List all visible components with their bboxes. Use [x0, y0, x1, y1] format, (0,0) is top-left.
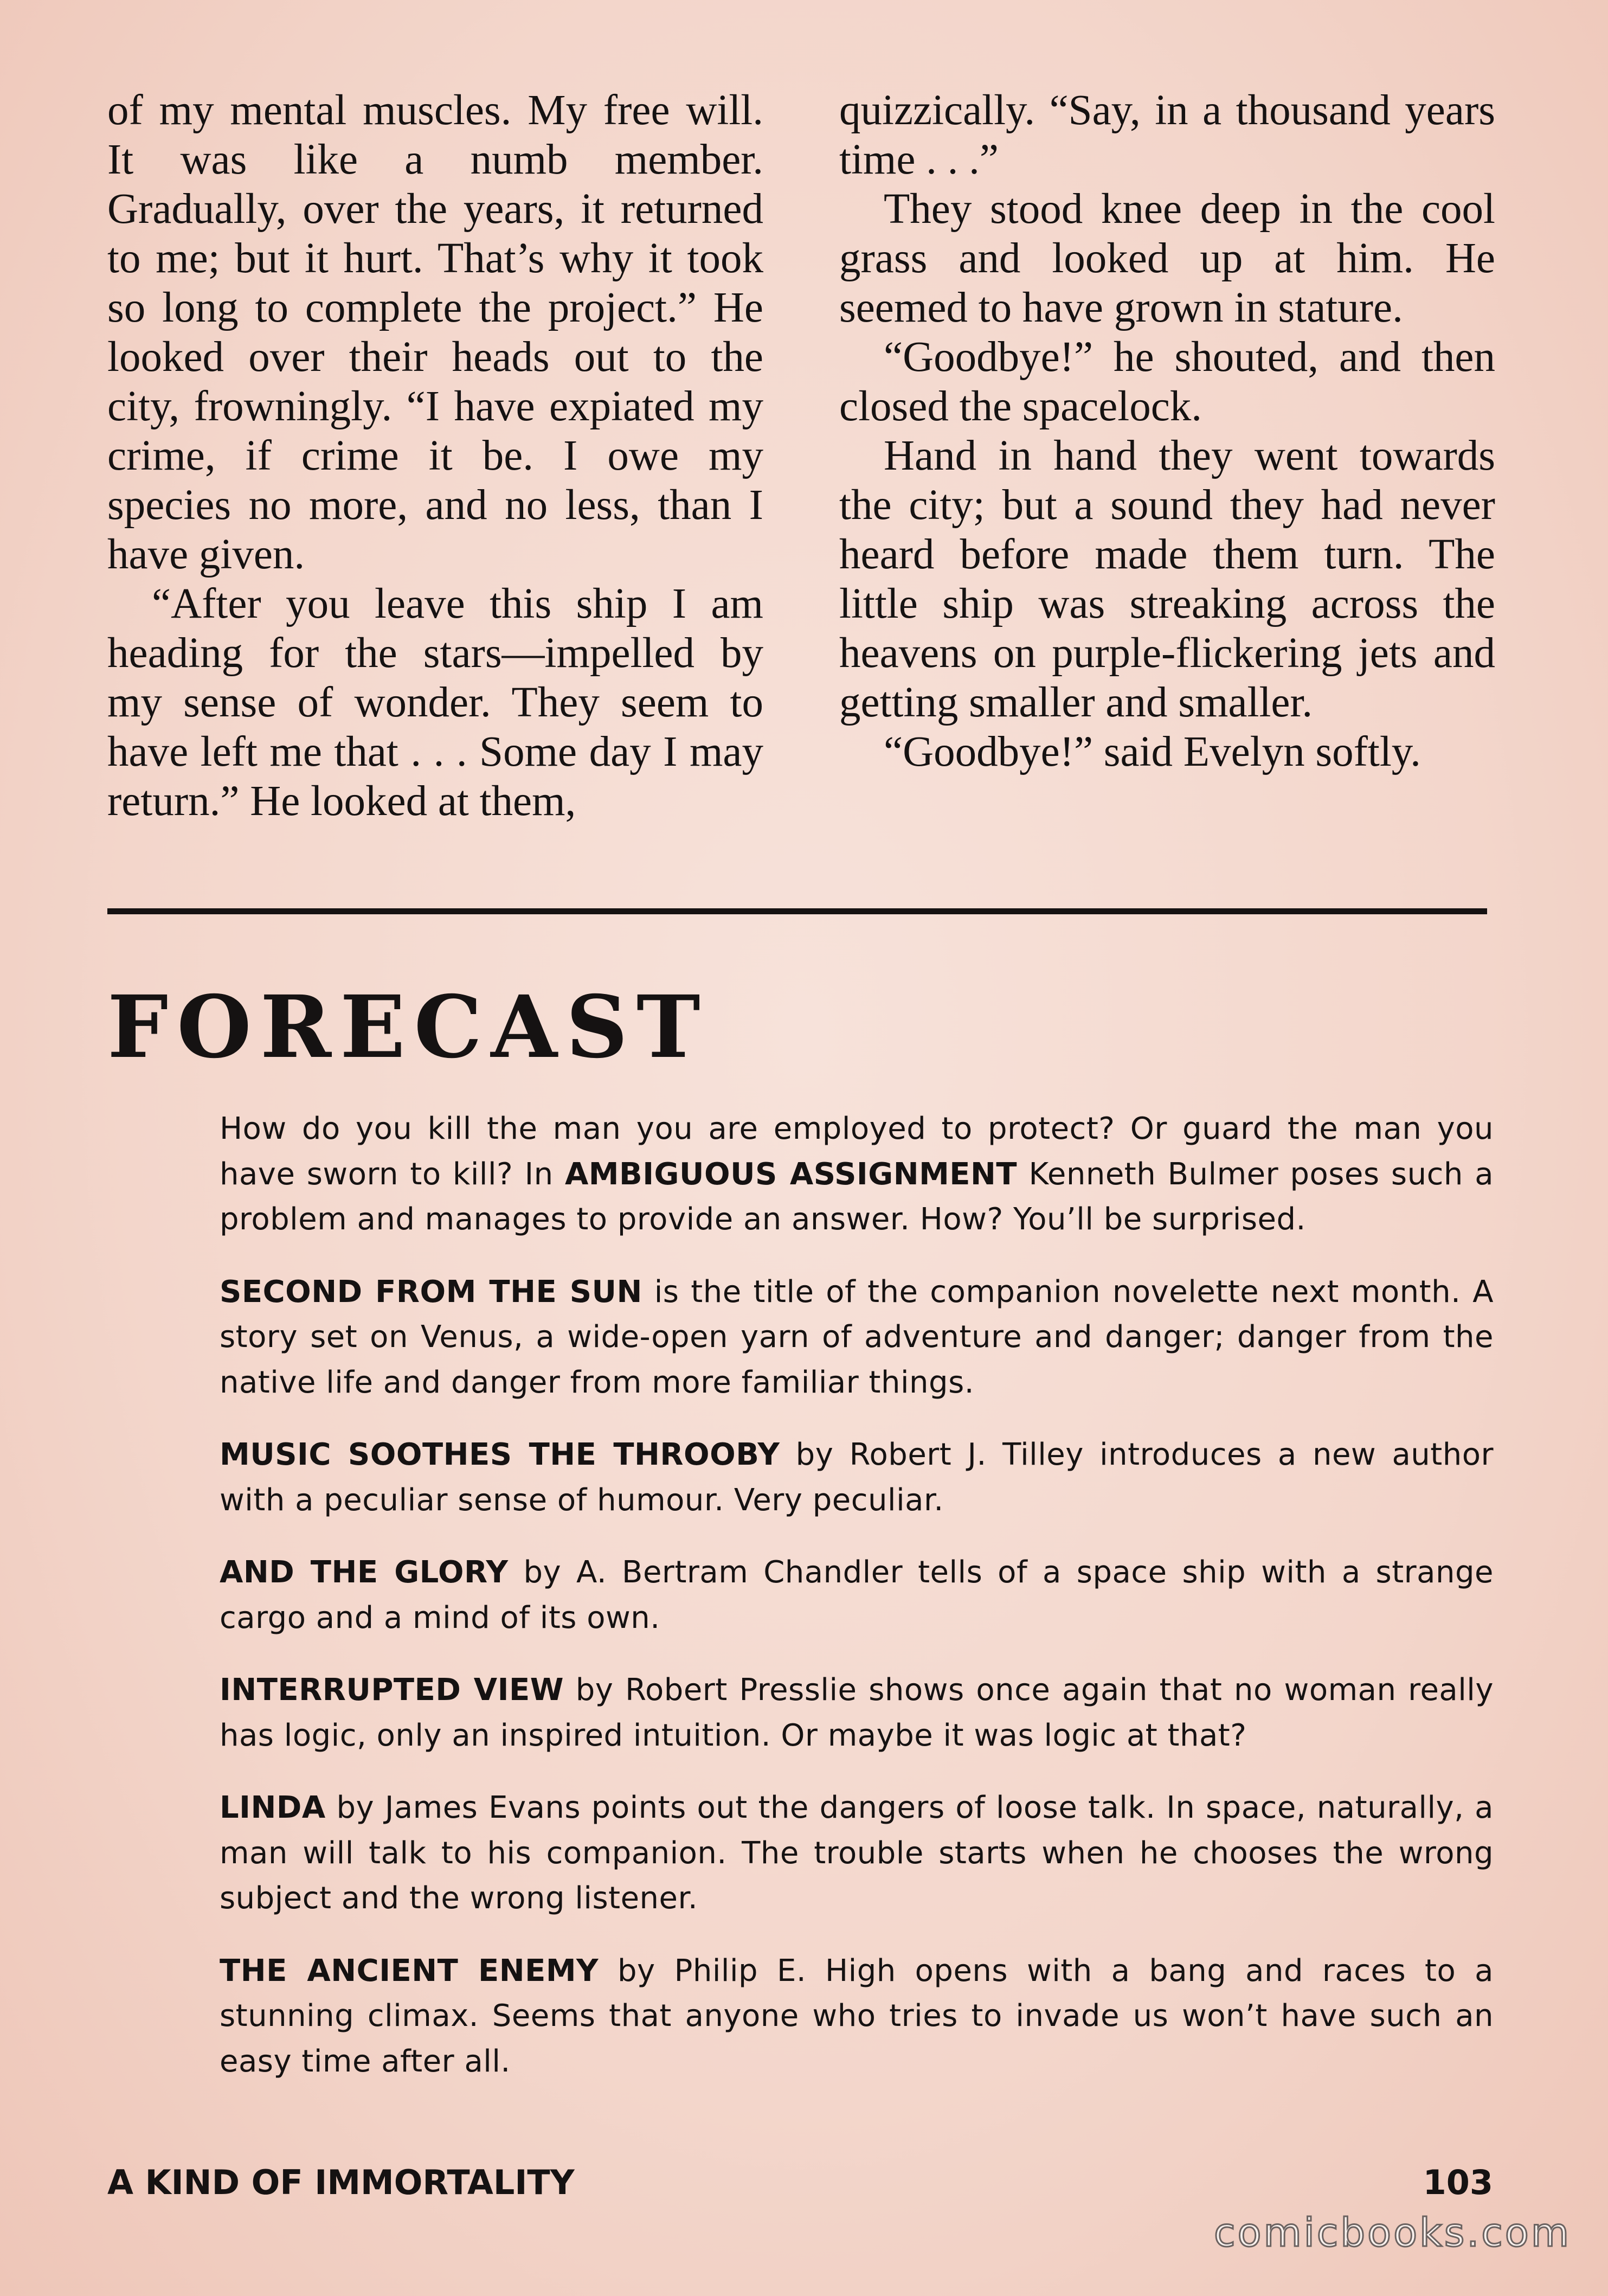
section-divider [107, 908, 1487, 914]
entry-text: Kenneth Bulmer poses such a problem and manages to provide an answer. How? You’ll be surprised. [220, 1156, 1494, 1237]
entry-text: by James Evans points out the dangers of loose talk. In space, naturally, a man will talk to his companion. The trouble starts when he chooses the wrong subject and the wrong listener. [220, 1790, 1494, 1916]
forecast-entry [220, 1106, 1494, 1242]
forecast-entry [220, 1948, 1494, 2085]
entry-text: by A. Bertram Chandler tells of a space ship with a strange cargo and a mind of its own. [220, 1555, 1494, 1636]
forecast-list [220, 1106, 1494, 2084]
story-title: SECOND FROM THE SUN [220, 1274, 642, 1310]
entry-text: by Philip E. High opens with a bang and races to a stunning climax. Seems that anyone who tries to invade us won’t have such an easy time after all. [220, 1953, 1494, 2079]
running-title: A KIND OF IMMORTALITY [107, 2163, 575, 2202]
entry-text: How do you kill the man you are employed to protect? Or guard the man you have sworn to kill? In [220, 1111, 1494, 1192]
story-column-left [107, 86, 763, 826]
forecast-entry [220, 1668, 1494, 1758]
story-title: THE ANCIENT ENEMY [220, 1953, 599, 1989]
forecast-entry [220, 1432, 1494, 1523]
forecast-entry [220, 1269, 1494, 1406]
entry-text: is the title of the companion novelette next month. A story set on Venus, a wide-open yarn of adventure and danger; danger from the native life and danger from more familiar things. [220, 1274, 1494, 1400]
forecast-heading: FORECAST [107, 977, 709, 1078]
story-title: LINDA [220, 1790, 326, 1825]
story-paragraph: “Goodbye!” he shouted, and then closed the spacelock. [839, 334, 1495, 430]
story-paragraph: quizzically. “Say, in a thousand years time . . .” [839, 87, 1495, 183]
story-title: INTERRUPTED VIEW [220, 1672, 564, 1708]
forecast-entry [220, 1550, 1494, 1640]
page-number: 103 [1423, 2163, 1493, 2202]
story-paragraph: of my mental muscles. My free will. It was like a numb member. Gradually, over the years, it returned to me; but it hurt. That’s why it took so long to complete the project.” He looked over their heads out to the city, frowningly. “I have expiated my crime, if crime it be. I owe my species no more, and no less, than I have given. [107, 87, 763, 578]
story-paragraph: They stood knee deep in the cool grass and looked up at him. He seemed to have grown in stature. [839, 185, 1495, 331]
forecast-entry [220, 1785, 1494, 1921]
story-title: AND THE GLORY [220, 1555, 509, 1590]
story-paragraph: Hand in hand they went towards the city; but a sound they had never heard before made them turn. The little ship was streaking across the heavens on purple-flickering jets and getting smaller and smaller. [839, 432, 1495, 726]
watermark: comicbooks.com [1213, 2210, 1571, 2255]
story-paragraph: “Goodbye!” said Evelyn softly. [884, 728, 1421, 775]
entry-text: by Robert Presslie shows once again that no woman really has logic, only an inspired intuition. Or maybe it was logic at that? [220, 1672, 1494, 1753]
entry-text: by Robert J. Tilley introduces a new author with a peculiar sense of humour. Very peculiar. [220, 1437, 1494, 1518]
story-column-right [839, 86, 1495, 826]
story-title: AMBIGUOUS ASSIGNMENT [564, 1156, 1018, 1192]
story-paragraph: “After you leave this ship I am heading for the stars—impelled by my sense of wonder. They seem to have left me that . . . Some day I may return.” He looked at them, [107, 580, 763, 825]
story-text [107, 86, 1495, 826]
story-title: MUSIC SOOTHES THE THROOBY [220, 1437, 780, 1472]
